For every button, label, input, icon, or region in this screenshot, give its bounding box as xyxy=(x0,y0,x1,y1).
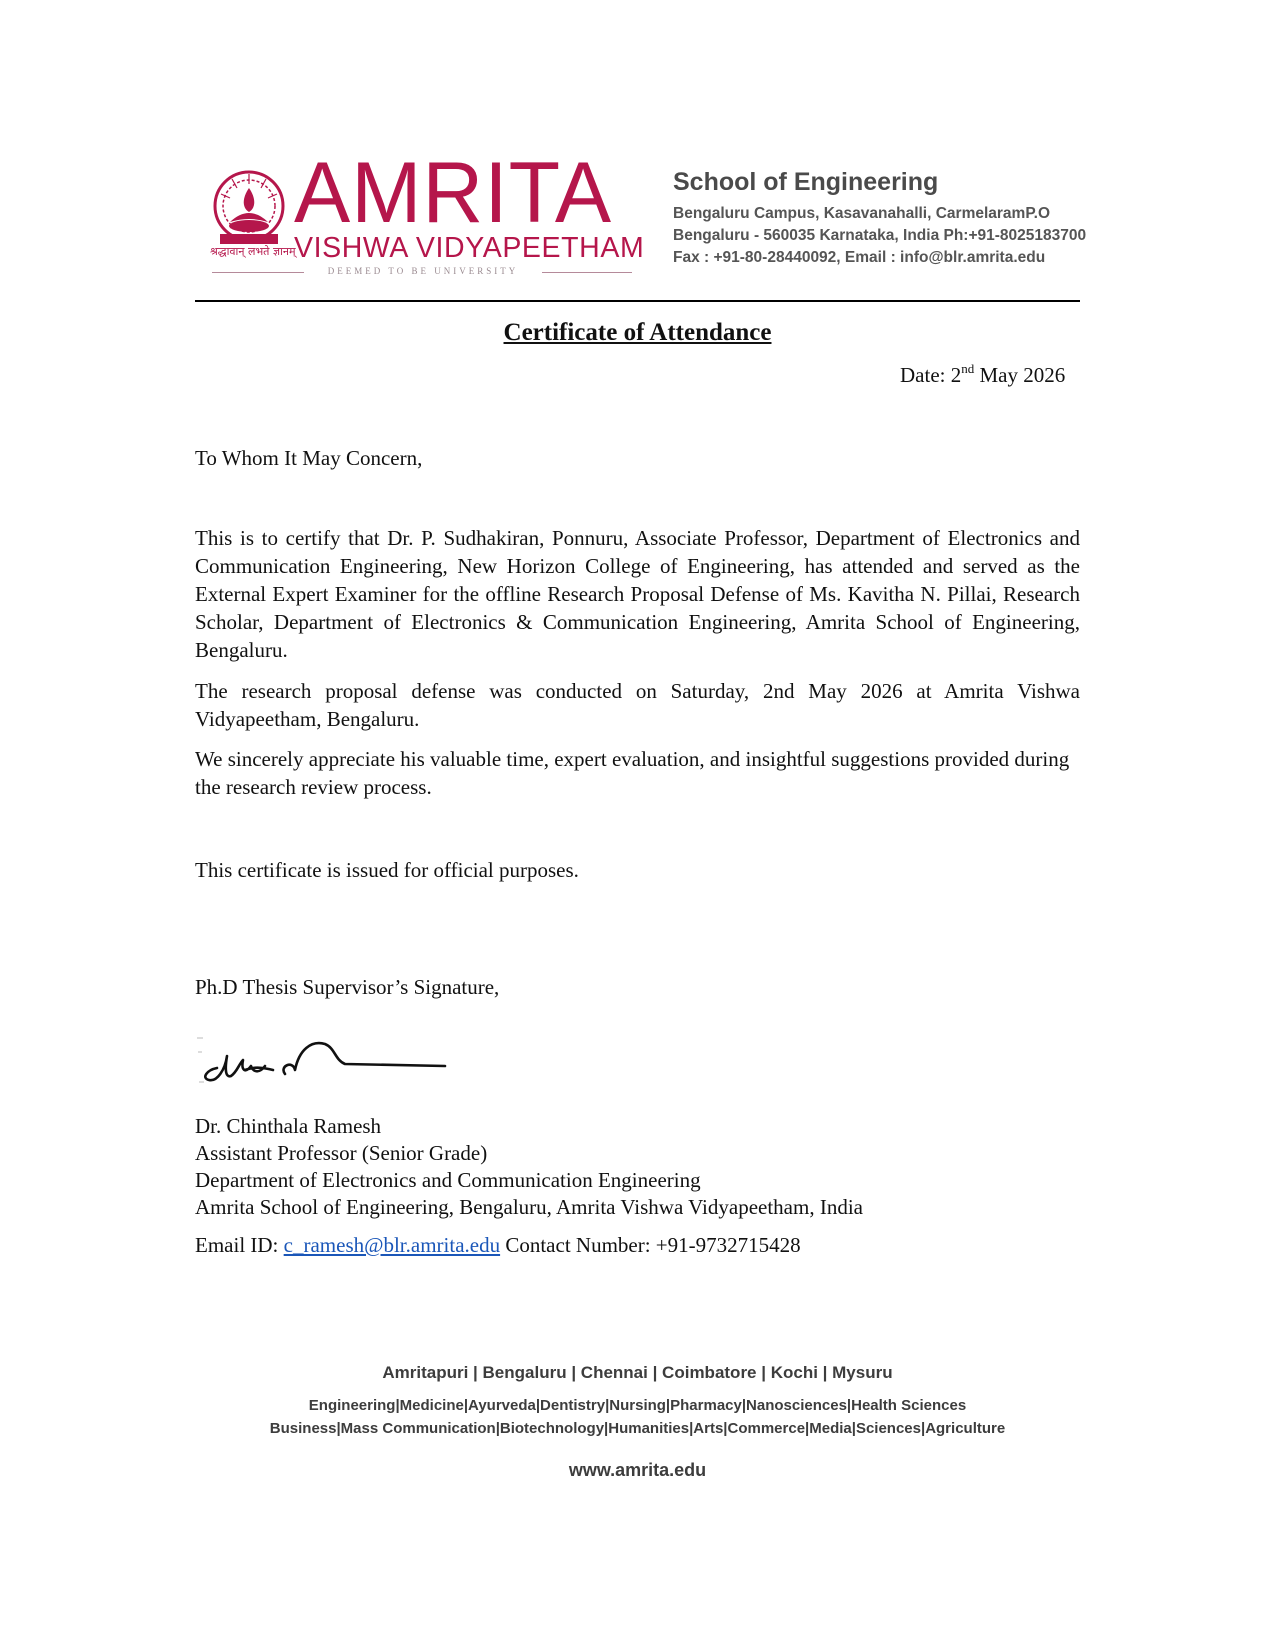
signatory-details xyxy=(195,1113,863,1221)
signatory-designation: Assistant Professor (Senior Grade) xyxy=(195,1141,488,1165)
signatory-department: Department of Electronics and Communication Engineering xyxy=(195,1168,701,1192)
address-line: Fax : +91-80-28440092, Email : info@blr.amrita.edu xyxy=(673,249,1046,266)
address-line: Bengaluru - 560035 Karnataka, India Ph:+91-8025183700 xyxy=(673,227,1087,244)
body-paragraph: This is to certify that Dr. P. Sudhakiran, Ponnuru, Associate Professor, Department of Electronics and Communication Engineering, New Horizon College of Engineering, has attended and served as the External Expert Examiner for the offline Research Proposal Defense of Ms. Kavitha N. Pillai, Research Scholar, Department of Electronics & Communication Engineering, Amrita School of Engineering, Bengaluru. xyxy=(195,526,1080,662)
brand-subtitle: VISHWA VIDYAPEETHAM xyxy=(294,232,645,264)
date-ordinal: nd xyxy=(961,361,975,376)
footer-campuses: Amritapuri | Bengaluru | Chennai | Coimbatore | Kochi | Mysuru xyxy=(382,1363,893,1382)
footer-programs: Engineering|Medicine|Ayurveda|Dentistry|Nursing|Pharmacy|Nanosciences|Health Sciences xyxy=(308,1397,967,1414)
signatory-institution: Amrita School of Engineering, Bengaluru, Amrita Vishwa Vidyapeetham, India xyxy=(195,1195,863,1219)
document-title: Certificate of Attendance xyxy=(503,319,772,346)
body-paragraph: We sincerely appreciate his valuable time, expert evaluation, and insightful suggestions provided during the research review process. xyxy=(195,747,1070,799)
school-address-block xyxy=(673,170,1086,269)
contact-number: Contact Number: +91-9732715428 xyxy=(500,1233,801,1257)
university-logo xyxy=(210,145,645,276)
date-prefix: Date: 2 xyxy=(900,363,962,387)
tagline-rule-left xyxy=(212,272,304,273)
salutation: To Whom It May Concern, xyxy=(195,446,423,470)
document-date xyxy=(900,363,1065,388)
tagline-rule-right xyxy=(542,272,632,273)
deemed-university-tagline xyxy=(212,268,632,278)
header-divider xyxy=(195,300,1080,302)
brand-motto: श्रद्धावान् लभते ज्ञानम् xyxy=(210,245,296,258)
address-line: Bengaluru Campus, Kasavanahalli, CarmelaramP.O xyxy=(673,205,1051,222)
signature-label: Ph.D Thesis Supervisor’s Signature, xyxy=(195,975,500,999)
handwritten-signature xyxy=(195,1030,450,1090)
body-paragraph: This certificate is issued for official purposes. xyxy=(195,858,579,882)
contact-line xyxy=(195,1233,801,1258)
footer-website[interactable]: www.amrita.edu xyxy=(568,1460,707,1480)
email-link[interactable]: c_ramesh@blr.amrita.edu xyxy=(283,1233,501,1257)
deemed-text: DEEMED TO BE UNIVERSITY xyxy=(327,266,519,276)
footer-programs: Business|Mass Communication|Biotechnology|Humanities|Arts|Commerce|Media|Sciences|Agriculture xyxy=(269,1420,1006,1437)
date-rest: May 2026 xyxy=(974,363,1066,387)
brand-name: AMRITA xyxy=(294,145,613,241)
signatory-name: Dr. Chinthala Ramesh xyxy=(195,1114,382,1138)
body-paragraph: The research proposal defense was conducted on Saturday, 2nd May 2026 at Amrita Vishwa Vidyapeetham, Bengaluru. xyxy=(195,679,1080,731)
school-name: School of Engineering xyxy=(673,168,939,196)
email-label: Email ID: xyxy=(195,1233,284,1257)
